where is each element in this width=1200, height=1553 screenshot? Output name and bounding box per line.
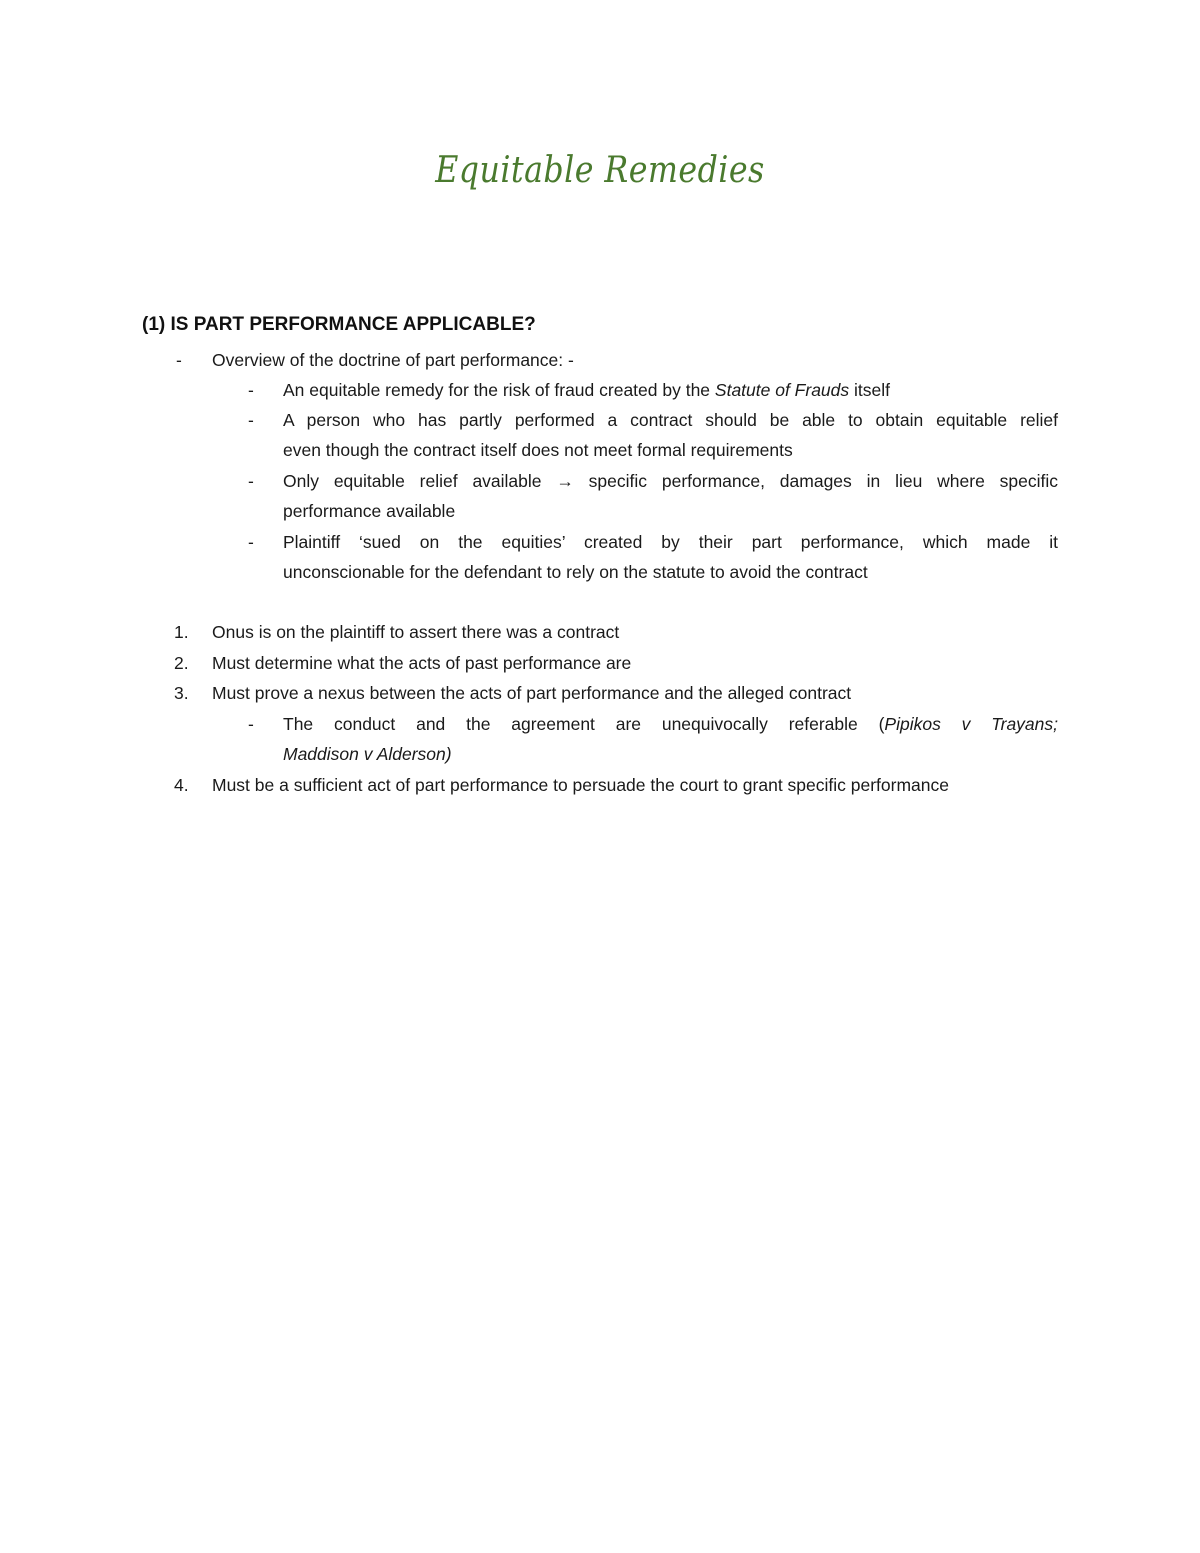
overview-text: Overview of the doctrine of part performance: - <box>212 350 574 370</box>
bullet-line: A person who has partly performed a contract should be able to obtain equitable relief <box>283 410 1058 430</box>
step3-sub-line <box>283 709 1058 739</box>
overview-marker: - <box>176 350 182 370</box>
step-number: 2. <box>174 653 189 673</box>
bullet-line: performance available <box>283 501 456 521</box>
bullet-text: An equitable remedy for the risk of fraud created by the <box>283 380 715 400</box>
step-text: Must determine what the acts of past performance are <box>212 653 632 673</box>
step-text: Onus is on the plaintiff to assert there was a contract <box>212 622 620 642</box>
bullet-marker: - <box>248 380 254 400</box>
bullet-line: even though the contract itself does not meet formal requirements <box>283 440 793 460</box>
step-text: Must be a sufficient act of part performance to persuade the court to grant specific performance <box>212 775 950 795</box>
bullet-line: Plaintiff ‘sued on the equities’ created by their part performance, which made it <box>283 532 1058 552</box>
step-text: Must prove a nexus between the acts of part performance and the alleged contract <box>212 683 852 703</box>
case-citation: Statute of Frauds <box>714 380 850 400</box>
step-number: 3. <box>174 683 189 703</box>
section-heading: (1) IS PART PERFORMANCE APPLICABLE? <box>142 314 536 335</box>
bullet-marker: - <box>248 410 254 430</box>
bullet-text: itself <box>849 380 891 400</box>
bullet-marker: - <box>248 471 254 491</box>
bullet-line: Only equitable relief available → specific performance, damages in lieu where specific <box>283 471 1058 491</box>
sub-text: The conduct and the agreement are unequivocally referable ( <box>283 714 885 734</box>
bullet-line: unconscionable for the defendant to rely on the statute to avoid the contract <box>283 562 868 582</box>
bullet-marker: - <box>248 714 254 734</box>
step-number: 4. <box>174 775 189 795</box>
document-title: Equitable Remedies <box>435 150 765 191</box>
case-citation: Pipikos v Trayans; <box>884 714 1059 734</box>
bullet-item-statute <box>283 375 890 405</box>
case-citation: Maddison v Alderson) <box>283 744 452 764</box>
step-number: 1. <box>174 622 189 642</box>
bullet-marker: - <box>248 532 254 552</box>
step3-sub-line <box>283 739 452 769</box>
